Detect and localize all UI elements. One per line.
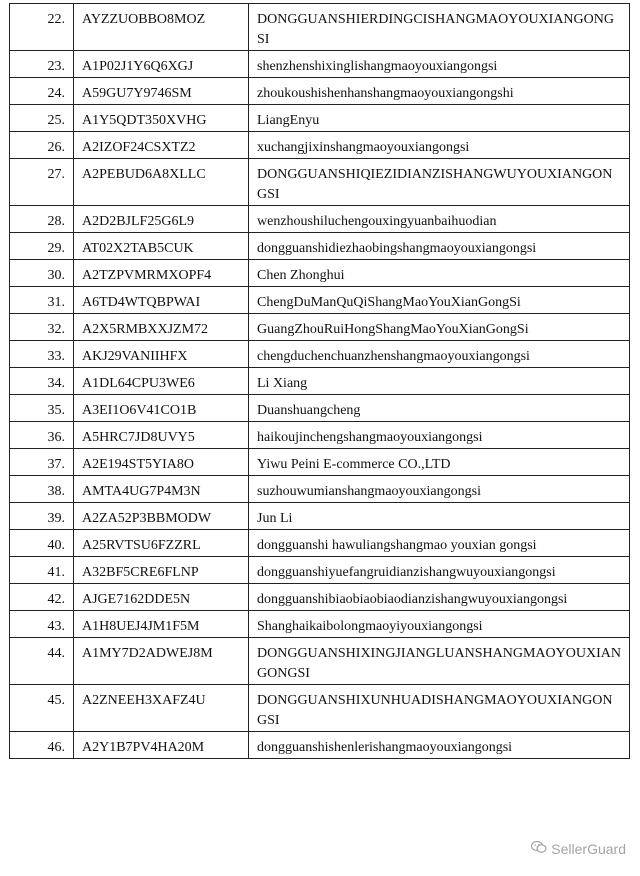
table-row [10,503,630,530]
seller-name: DONGGUANSHIERDINGCISHANGMAOYOUXIANGONGSI [249,4,630,51]
table-row [10,449,630,476]
table-row [10,685,630,732]
seller-id: A2Y1B7PV4HA20M [74,732,249,759]
seller-id: A59GU7Y9746SM [74,78,249,105]
seller-id: AMTA4UG7P4M3N [74,476,249,503]
seller-id: A2ZA52P3BBMODW [74,503,249,530]
row-number: 32. [10,314,74,341]
row-number: 43. [10,611,74,638]
seller-name: Shanghaikaibolongmaoyiyouxiangongsi [249,611,630,638]
table-row [10,4,630,51]
seller-id: A2ZNEEH3XAFZ4U [74,685,249,732]
seller-id: A1H8UEJ4JM1F5M [74,611,249,638]
seller-id: A2PEBUD6A8XLLC [74,159,249,206]
seller-name: DONGGUANSHIXUNHUADISHANGMAOYOUXIANGONGSI [249,685,630,732]
seller-id: AKJ29VANIIHFX [74,341,249,368]
seller-id: A2X5RMBXXJZM72 [74,314,249,341]
seller-name: dongguanshi hawuliangshangmao youxian gongsi [249,530,630,557]
row-number: 30. [10,260,74,287]
table-body [10,4,630,759]
seller-id: A1MY7D2ADWEJ8M [74,638,249,685]
table-row [10,476,630,503]
table-row [10,368,630,395]
seller-name: DONGGUANSHIQIEZIDIANZISHANGWUYOUXIANGONGSI [249,159,630,206]
row-number: 23. [10,51,74,78]
row-number: 27. [10,159,74,206]
row-number: 39. [10,503,74,530]
table-row [10,159,630,206]
seller-name: wenzhoushiluchengouxingyuanbaihuodian [249,206,630,233]
row-number: 36. [10,422,74,449]
seller-id: AT02X2TAB5CUK [74,233,249,260]
row-number: 38. [10,476,74,503]
seller-id: A2D2BJLF25G6L9 [74,206,249,233]
table-row [10,206,630,233]
seller-id: AYZZUOBBO8MOZ [74,4,249,51]
row-number: 41. [10,557,74,584]
seller-id: A1P02J1Y6Q6XGJ [74,51,249,78]
table-row [10,78,630,105]
row-number: 26. [10,132,74,159]
row-number: 45. [10,685,74,732]
seller-name: haikoujinchengshangmaoyouxiangongsi [249,422,630,449]
table-row [10,732,630,759]
seller-name: zhoukoushishenhanshangmaoyouxiangongshi [249,78,630,105]
table-row [10,132,630,159]
table-row [10,422,630,449]
seller-name: Yiwu Peini E-commerce CO.,LTD [249,449,630,476]
table-row [10,530,630,557]
row-number: 29. [10,233,74,260]
seller-name: ChengDuManQuQiShangMaoYouXianGongSi [249,287,630,314]
table-row [10,557,630,584]
seller-id: A1Y5QDT350XVHG [74,105,249,132]
table-row [10,105,630,132]
row-number: 46. [10,732,74,759]
seller-table [9,3,630,759]
seller-id: A6TD4WTQBPWAI [74,287,249,314]
table-row [10,260,630,287]
seller-id: A2E194ST5YIA8O [74,449,249,476]
table-row [10,611,630,638]
row-number: 22. [10,4,74,51]
seller-id: A32BF5CRE6FLNP [74,557,249,584]
watermark [531,840,626,857]
seller-name: DONGGUANSHIXINGJIANGLUANSHANGMAOYOUXIANGONGSI [249,638,630,685]
table-row [10,395,630,422]
seller-name: Duanshuangcheng [249,395,630,422]
table-row [10,314,630,341]
seller-name: dongguanshishenlerishangmaoyouxiangongsi [249,732,630,759]
row-number: 35. [10,395,74,422]
seller-id: A1DL64CPU3WE6 [74,368,249,395]
seller-name: dongguanshibiaobiaobiaodianzishangwuyouxiangongsi [249,584,630,611]
seller-id: A3EI1O6V41CO1B [74,395,249,422]
seller-name: dongguanshiyuefangruidianzishangwuyouxiangongsi [249,557,630,584]
seller-id: A2IZOF24CSXTZ2 [74,132,249,159]
table-row [10,287,630,314]
seller-id: A2TZPVMRMXOPF4 [74,260,249,287]
row-number: 31. [10,287,74,314]
table-row [10,584,630,611]
seller-name: LiangEnyu [249,105,630,132]
table-row [10,51,630,78]
table-row [10,341,630,368]
seller-name: Li Xiang [249,368,630,395]
row-number: 37. [10,449,74,476]
row-number: 28. [10,206,74,233]
table-row [10,233,630,260]
seller-name: Jun Li [249,503,630,530]
row-number: 24. [10,78,74,105]
row-number: 42. [10,584,74,611]
table-row [10,638,630,685]
seller-id: AJGE7162DDE5N [74,584,249,611]
seller-name: GuangZhouRuiHongShangMaoYouXianGongSi [249,314,630,341]
seller-id: A5HRC7JD8UVY5 [74,422,249,449]
row-number: 44. [10,638,74,685]
seller-name: shenzhenshixinglishangmaoyouxiangongsi [249,51,630,78]
seller-name: dongguanshidiezhaobingshangmaoyouxiangongsi [249,233,630,260]
row-number: 34. [10,368,74,395]
row-number: 40. [10,530,74,557]
seller-name: chengduchenchuanzhenshangmaoyouxiangongsi [249,341,630,368]
seller-name: Chen Zhonghui [249,260,630,287]
wechat-icon [531,840,547,857]
seller-name: suzhouwumianshangmaoyouxiangongsi [249,476,630,503]
row-number: 25. [10,105,74,132]
seller-name: xuchangjixinshangmaoyouxiangongsi [249,132,630,159]
watermark-text: SellerGuard [551,840,626,857]
row-number: 33. [10,341,74,368]
seller-id: A25RVTSU6FZZRL [74,530,249,557]
